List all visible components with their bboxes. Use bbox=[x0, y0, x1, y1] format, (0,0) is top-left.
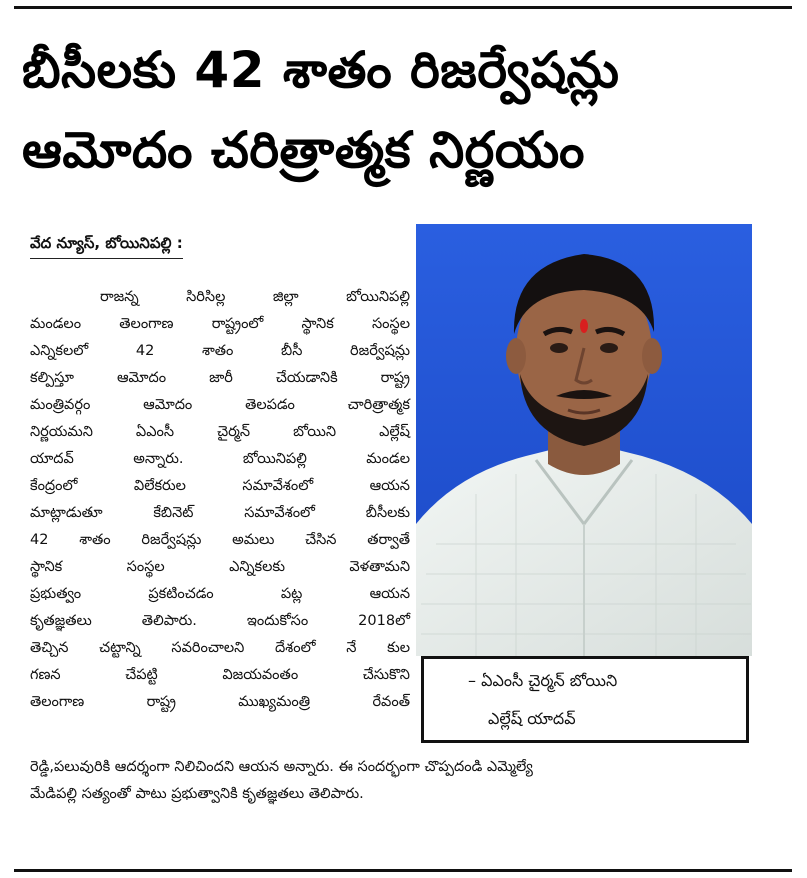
body-line: స్థానిక సంస్థల ఎన్నికలకు వెళతామని bbox=[30, 559, 410, 575]
body-line: రెడ్డి,పలువురికి ఆదర్శంగా నిలిచిందని ఆయన అన్నారు. ఈ సందర్భంగా చొప్పదండి ఎమ్మెల్యే bbox=[30, 759, 533, 775]
portrait-illustration bbox=[416, 224, 752, 656]
body-line: యాదవ్ అన్నారు. బోయినిపల్లి మండల bbox=[30, 451, 410, 467]
body-line: మంత్రివర్గం ఆమోదం తెలపడం చారిత్రాత్మక bbox=[30, 397, 410, 413]
caption-line-1: – ఏఎంసీ చైర్మన్ బోయిని bbox=[468, 671, 618, 690]
body-line: మేడిపల్లి సత్యంతో పాటు ప్రభుత్వానికి కృతజ్ఞతలు తెలిపారు. bbox=[30, 786, 364, 802]
body-line: కృతజ్ఞతలు తెలిపారు. ఇందుకోసం 2018లో bbox=[30, 613, 410, 629]
photo-caption bbox=[421, 656, 749, 743]
bottom-rule bbox=[14, 869, 792, 872]
body-line: తెచ్చిన చట్టాన్ని సవరించాలని దేశంలో నే కుల bbox=[30, 640, 410, 656]
portrait-photo bbox=[416, 224, 752, 656]
headline-line-2: ఆమోదం చరిత్రాత్మక నిర్ణయం bbox=[22, 121, 585, 179]
body-line: 42 శాతం రిజర్వేషన్లు అమలు చేసిన తర్వాతే bbox=[30, 532, 410, 548]
body-line: నిర్ణయమని ఏఎంసీ చైర్మన్ బోయిని ఎల్లేష్ bbox=[30, 424, 410, 440]
dateline: వేద న్యూస్, బోయినిపల్లి : bbox=[30, 234, 183, 259]
body-line: మండలం తెలంగాణ రాష్ట్రంలో స్థానిక సంస్థల bbox=[30, 316, 410, 332]
body-line: ఎన్నికలలో 42 శాతం బీసీ రిజర్వేషన్లు bbox=[30, 343, 410, 359]
body-line: గణన చేపట్టి విజయవంతం చేసుకొని bbox=[30, 667, 410, 683]
body-line: ప్రభుత్వం ప్రకటించడం పట్ల ఆయన bbox=[30, 586, 410, 602]
headline-line-1: బీసీలకు 42 శాతం రిజర్వేషన్లు bbox=[22, 41, 620, 99]
body-line: మాట్లాడుతూ కేబినెట్ సమావేశంలో బీసీలకు bbox=[30, 505, 410, 521]
body-line: రాజన్న సిరిసిల్ల జిల్లా బోయినిపల్లి bbox=[100, 289, 410, 305]
body-line: కేంద్రంలో విలేకరుల సమావేశంలో ఆయన bbox=[30, 478, 410, 494]
body-line: తెలంగాణ రాష్ట్ర ముఖ్యమంత్రి రేవంత్ bbox=[30, 694, 410, 710]
top-rule bbox=[14, 6, 792, 9]
body-line: కల్పిస్తూ ఆమోదం జారీ చేయడానికి రాష్ట్ర bbox=[30, 370, 410, 386]
caption-line-2: ఎల్లేష్ యాదవ్ bbox=[488, 709, 576, 728]
